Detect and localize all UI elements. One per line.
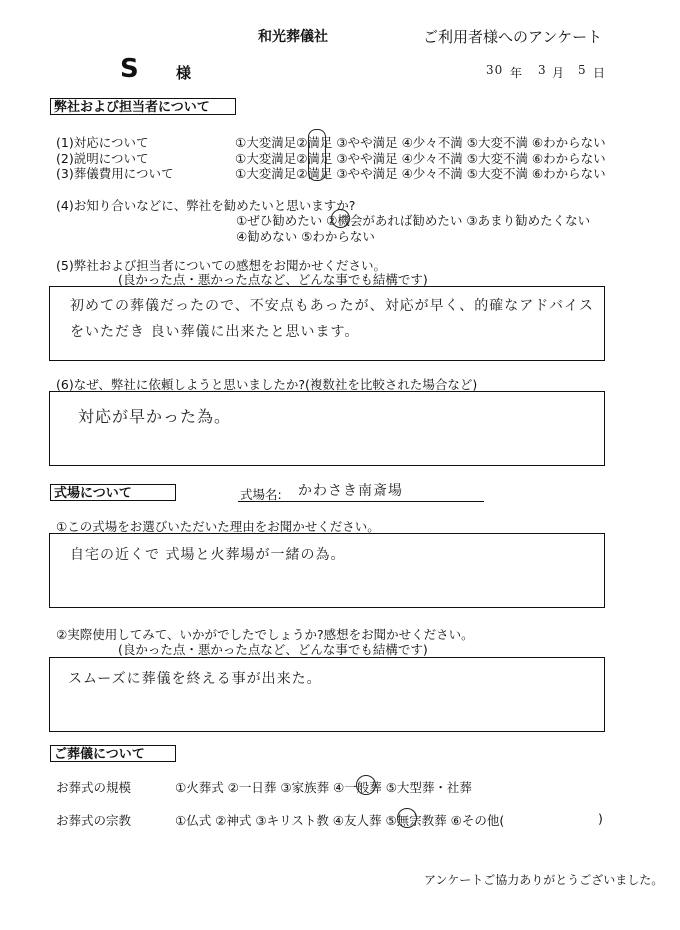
company-name: 和光葬儀社 [258, 29, 328, 45]
thanks-message: アンケートご協力ありがとうございました。 [424, 873, 664, 887]
section2-title: 式場について [50, 484, 176, 501]
q6-answer-box [49, 391, 605, 466]
q1-3-selection-circle [308, 129, 326, 181]
s2-q1-answer: 自宅の近くで 式場と火葬場が一緒の為。 [70, 547, 346, 563]
date-day-unit: 日 [593, 66, 606, 80]
q5-answer-box [49, 286, 605, 361]
scale-options: ①火葬式 ②一日葬 ③家族葬 ④一般葬 ⑤大型葬・社葬 [175, 780, 472, 795]
q5-answer-line2: をいただき 良い葬儀に出来たと思います。 [70, 324, 360, 340]
venue-value: かわさき南斎場 [298, 483, 403, 499]
q3-label: (3)葬儀費用について [56, 166, 174, 181]
date-month: 3 [538, 63, 547, 77]
venue-underline [238, 501, 484, 502]
s2-q2-answer-box [49, 657, 605, 732]
s2-q2-answer: スムーズに葬儀を終える事が出来た。 [68, 671, 322, 687]
section1-title: 弊社および担当者について [50, 98, 236, 115]
q5-question: (5)弊社および担当者についての感想をお聞かせください。 [56, 258, 386, 273]
q6-question: (6)なぜ、弊社に依頼しようと思いましたか?(複数社を比較された場合など) [56, 377, 478, 392]
venue-label: 式場名: [240, 487, 282, 502]
q4-options-line1: ①ぜひ勧めたい ②機会があれば勧めたい ③あまり勧めたくない [236, 213, 591, 228]
s2-q2-question: ②実際使用してみて、いかがでしたでしょうか?感想をお聞かせください。 [56, 627, 474, 642]
date-month-unit: 月 [552, 66, 565, 80]
religion-options: ①仏式 ②神式 ③キリスト教 ④友人葬 ⑤無宗教葬 ⑥その他( [175, 813, 505, 828]
q3-options: ①大変満足②満足 ③やや満足 ④少々不満 ⑤大変不満 ⑥わからない [235, 166, 606, 181]
q4-options-line2: ④勧めない ⑤わからない [236, 229, 375, 244]
q5-note: (良かった点・悪かった点など、どんな事でも結構です) [118, 272, 428, 287]
s2-q2-note: (良かった点・悪かった点など、どんな事でも結構です) [118, 642, 428, 657]
survey-title: ご利用者様へのアンケート [423, 28, 603, 46]
date-day: 5 [578, 63, 587, 77]
date-year: 30 [486, 63, 504, 77]
q2-options: ①大変満足②満足 ③やや満足 ④少々不満 ⑤大変不満 ⑥わからない [235, 151, 606, 166]
q1-options: ①大変満足②満足 ③やや満足 ④少々不満 ⑤大変不満 ⑥わからない [235, 135, 606, 150]
religion-close-paren: ) [598, 811, 603, 826]
q1-label: (1)対応について [56, 135, 149, 150]
q2-label: (2)説明について [56, 151, 149, 166]
customer-name: S [120, 54, 139, 84]
s2-q1-question: ①この式場をお選びいただいた理由をお聞かせください。 [56, 519, 380, 534]
q5-answer-line1: 初めての葬儀だったので、不安点もあったが、対応が早く、的確なアドバイス [70, 298, 594, 314]
date-year-unit: 年 [510, 66, 523, 80]
scale-label: お葬式の規模 [56, 780, 132, 795]
s2-q1-answer-box [49, 533, 605, 608]
religion-label: お葬式の宗教 [56, 813, 132, 828]
q4-question: (4)お知り合いなどに、弊社を勧めたいと思いますか? [56, 198, 356, 213]
religion-selection-circle [397, 808, 417, 828]
q4-selection-circle [331, 209, 350, 228]
section3-title: ご葬儀について [50, 745, 176, 762]
scale-selection-circle [356, 775, 376, 795]
customer-honorific: 様 [176, 64, 192, 82]
q6-answer: 対応が早かった為。 [78, 407, 232, 426]
